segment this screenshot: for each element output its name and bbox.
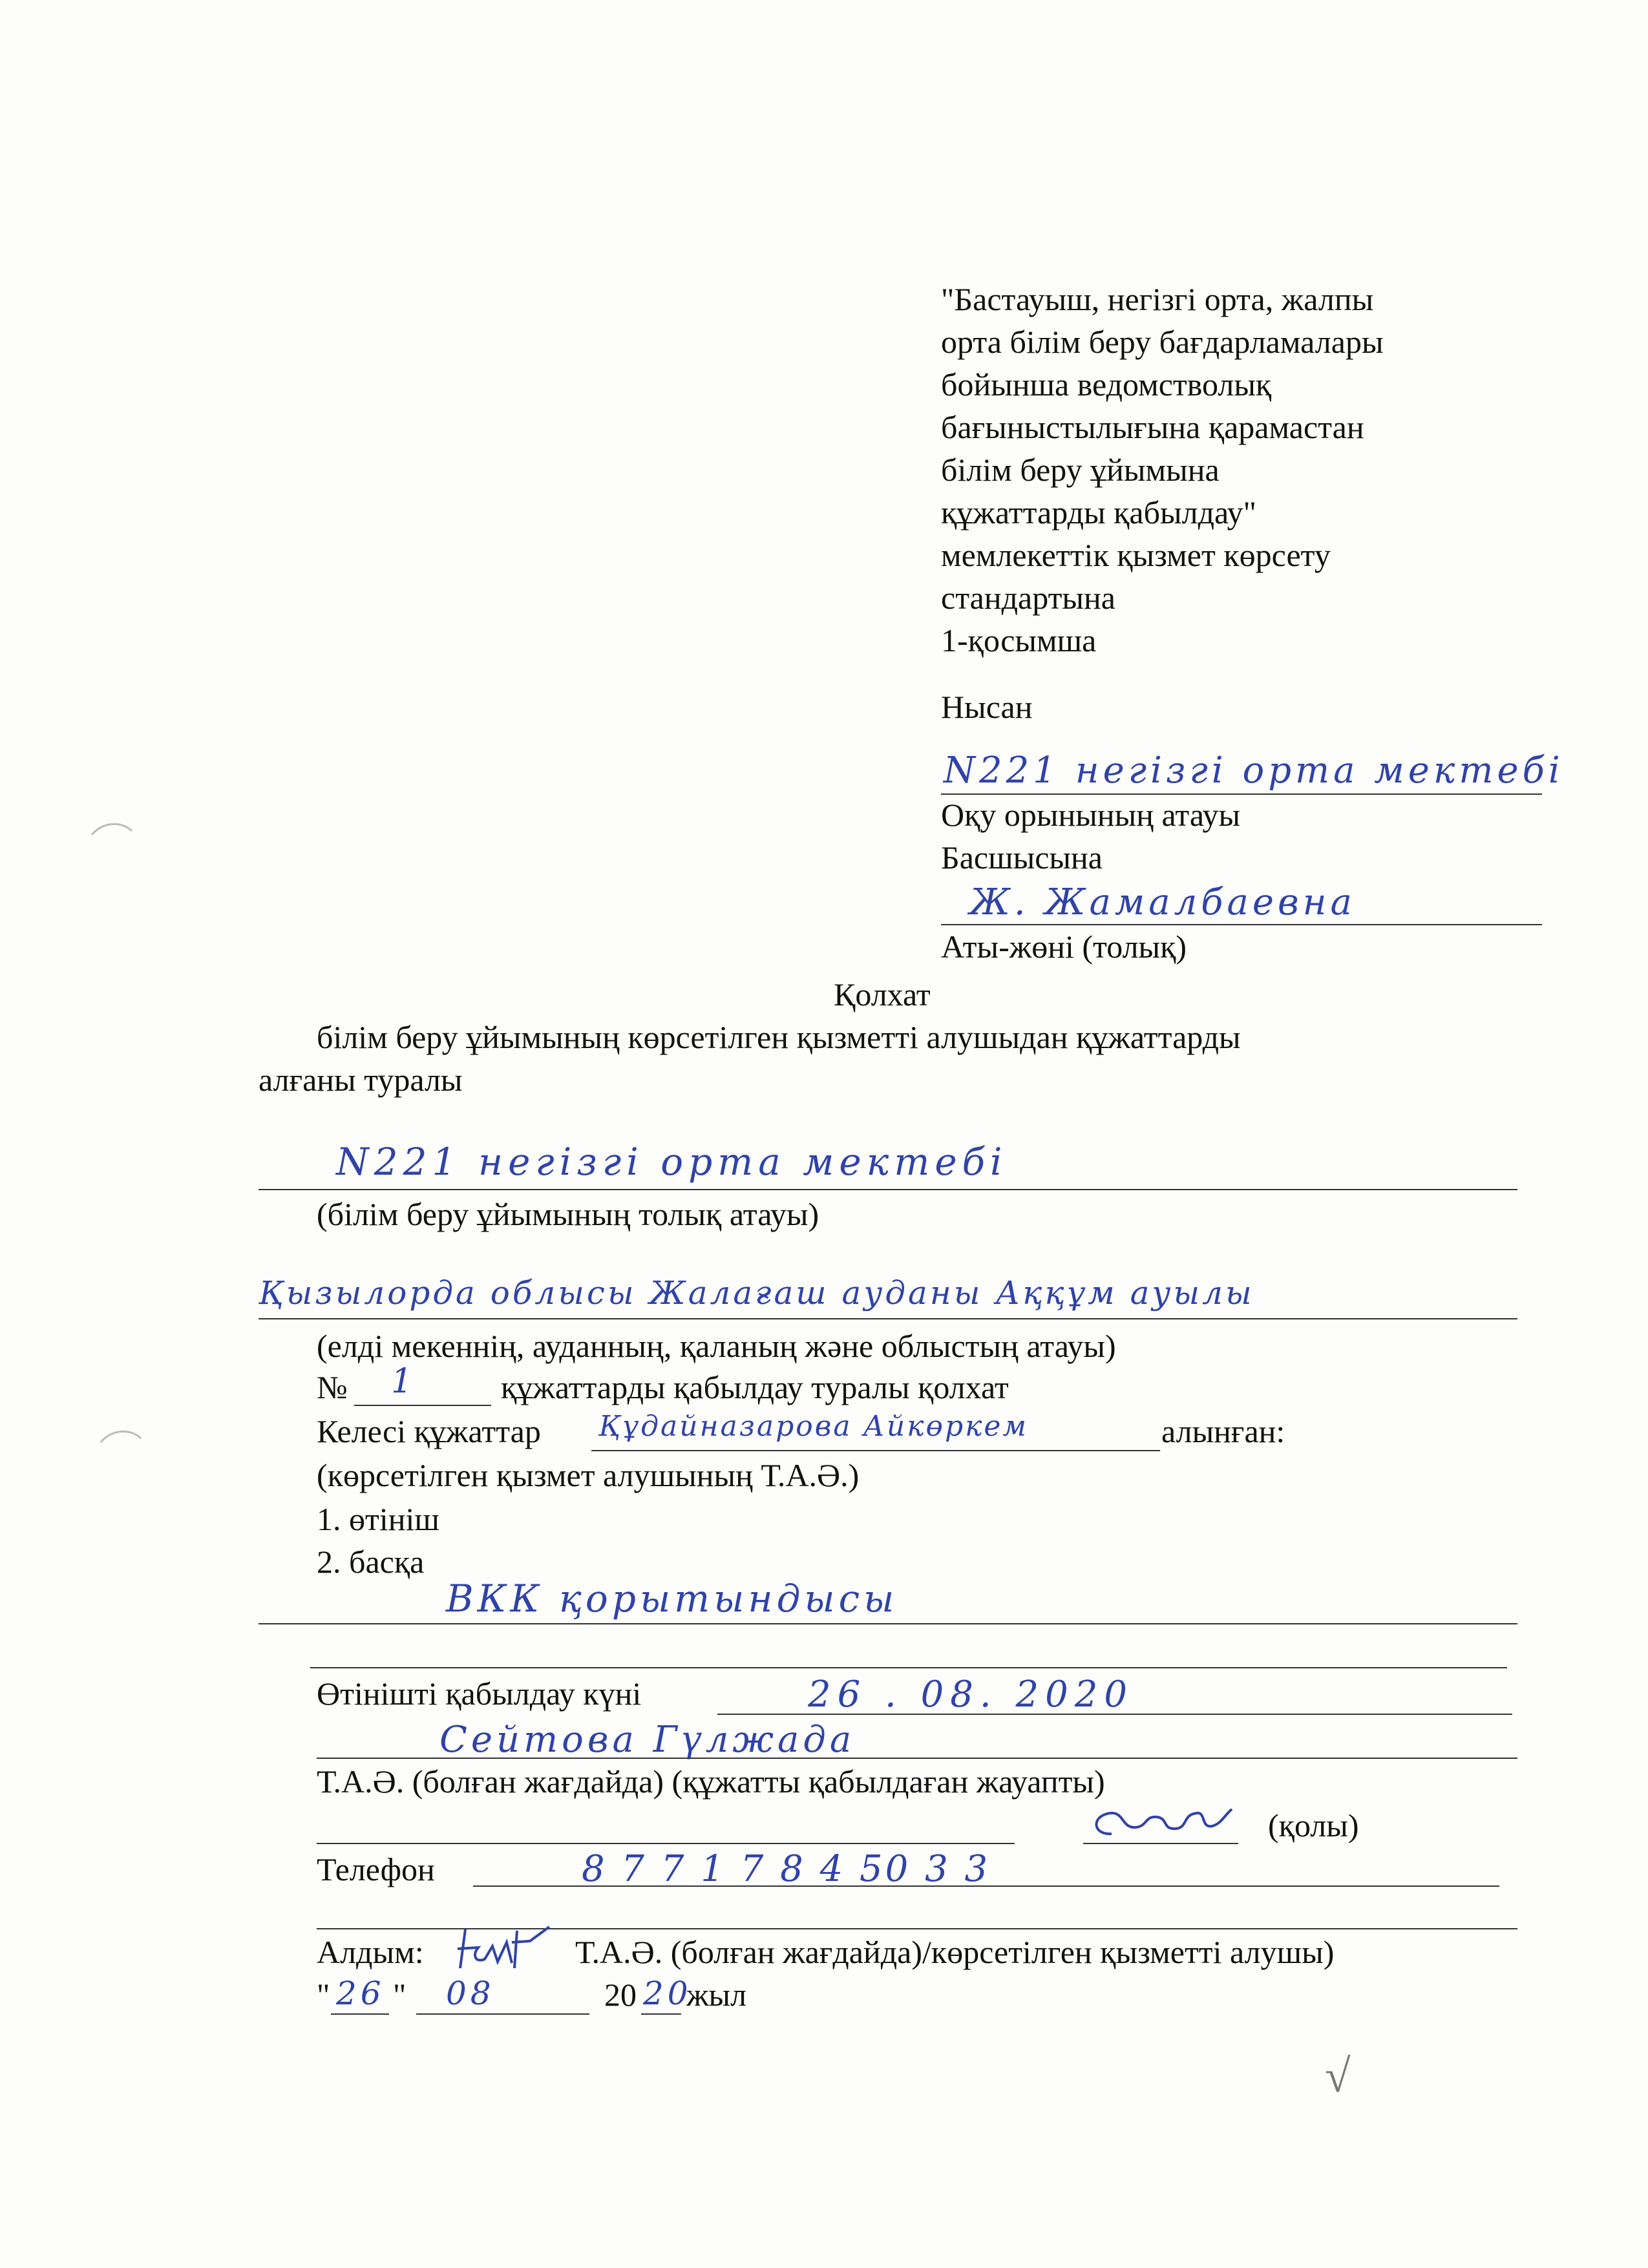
organization-underline xyxy=(259,1189,1517,1190)
acceptor-name-handwritten: Сейтова Гүлжада xyxy=(439,1719,856,1761)
quote-close: " xyxy=(393,1977,407,2013)
documents-prefix: Келесі құжаттар xyxy=(317,1413,541,1449)
document-item-2: 2. басқа xyxy=(317,1544,425,1580)
header-line: орта білім беру бағдарламалары xyxy=(941,324,1384,360)
signature-caption: (қолы) xyxy=(1268,1807,1359,1843)
header-line: білім беру ұйымына xyxy=(941,452,1220,488)
received-day-handwritten: 26 xyxy=(336,1975,385,2012)
received-year-handwritten: 20 xyxy=(643,1975,692,2012)
acceptor-name-underline xyxy=(317,1758,1517,1759)
header-line: бойынша ведомстволық xyxy=(941,366,1272,403)
acceptor-signature xyxy=(1086,1796,1241,1848)
other-document-handwritten: ВКК қорытындысы xyxy=(446,1577,898,1621)
locality-underline xyxy=(259,1318,1517,1319)
header-line: құжаттарды қабылдау" xyxy=(941,494,1257,530)
phone-label: Телефон xyxy=(317,1851,435,1887)
quote-open: " xyxy=(317,1977,330,2013)
document-title: Қолхат xyxy=(834,976,931,1013)
header-line: 1-қосымша xyxy=(941,622,1097,658)
phone-underline xyxy=(473,1885,1499,1887)
school-handwritten: N221 негізгі орта мектебі xyxy=(944,750,1564,792)
receipt-number-underline xyxy=(354,1405,491,1406)
phone-handwritten: 8 7 7 1 7 8 4 50 3 3 xyxy=(582,1848,991,1890)
form-label: Нысан xyxy=(941,689,1033,725)
received-month-handwritten: 08 xyxy=(446,1975,495,2012)
subtitle-line-2: алғаны туралы xyxy=(259,1062,463,1098)
year-suffix: жыл xyxy=(686,1977,747,2013)
acceptance-date-handwritten: 26 . 08. 2020 xyxy=(808,1674,1134,1716)
received-label: Алдым: xyxy=(317,1934,424,1970)
header-line: "Бастауыш, негізгі орта, жалпы xyxy=(941,281,1374,317)
receipt-number-prefix: № xyxy=(317,1369,348,1405)
day-underline xyxy=(331,2013,389,2015)
receipt-number-text: құжаттарды қабылдау туралы қолхат xyxy=(501,1369,1009,1405)
head-label: Басшысына xyxy=(941,839,1103,876)
organization-caption: (білім беру ұйымының толық атауы) xyxy=(317,1196,819,1232)
receipt-number-handwritten: 1 xyxy=(391,1362,417,1401)
applicant-handwritten: Құдайназарова Айкөркем xyxy=(598,1410,1028,1443)
header-line: бағыныстылығына қарамастан xyxy=(941,409,1364,445)
year-underline xyxy=(641,2013,681,2015)
recipient-signature xyxy=(452,1923,562,1975)
organization-handwritten: N221 негізгі орта мектебі xyxy=(336,1140,1008,1184)
applicant-underline xyxy=(591,1450,1160,1451)
signature-blank-line xyxy=(317,1843,1015,1844)
year-prefix: 20 xyxy=(604,1977,637,2013)
acceptance-date-underline xyxy=(717,1714,1512,1715)
documents-suffix: алынған: xyxy=(1161,1413,1285,1449)
header-line: стандартына xyxy=(941,580,1115,616)
subtitle-line-1: білім беру ұйымының көрсетілген қызметті алушыдан құжаттарды xyxy=(317,1019,1241,1055)
applicant-caption: (көрсетілген қызмет алушының Т.А.Ә.) xyxy=(317,1457,860,1493)
extra-blank-line xyxy=(310,1667,1507,1668)
received-caption: Т.А.Ә. (болған жағдайда)/көрсетілген қызметті алушы) xyxy=(575,1934,1335,1970)
signature-underline xyxy=(1083,1843,1238,1844)
punch-mark-icon xyxy=(89,819,134,839)
month-underline xyxy=(416,2013,589,2015)
locality-caption: (елді мекеннің, ауданның, қаланың және облыстың атауы) xyxy=(317,1328,1116,1364)
locality-handwritten: Қызылорда облысы Жалағаш ауданы Аққұм ауылы xyxy=(259,1274,1254,1312)
header-line: мемлекеттік қызмет көрсету xyxy=(941,537,1331,573)
other-document-underline xyxy=(259,1623,1517,1624)
head-caption: Аты-жөні (толық) xyxy=(941,929,1187,965)
check-mark-icon: √ xyxy=(1325,2050,1351,2102)
punch-mark-icon xyxy=(98,1427,143,1446)
school-caption: Оқу орынының атауы xyxy=(941,797,1241,833)
head-handwritten: Ж. Жамалбаевна xyxy=(969,881,1356,923)
acceptance-date-label: Өтінішті қабылдау күні xyxy=(317,1675,642,1712)
acceptor-name-caption: Т.А.Ә. (болған жағдайда) (құжатты қабылдаған жауапты) xyxy=(317,1763,1105,1800)
document-item-1: 1. өтініш xyxy=(317,1501,439,1537)
